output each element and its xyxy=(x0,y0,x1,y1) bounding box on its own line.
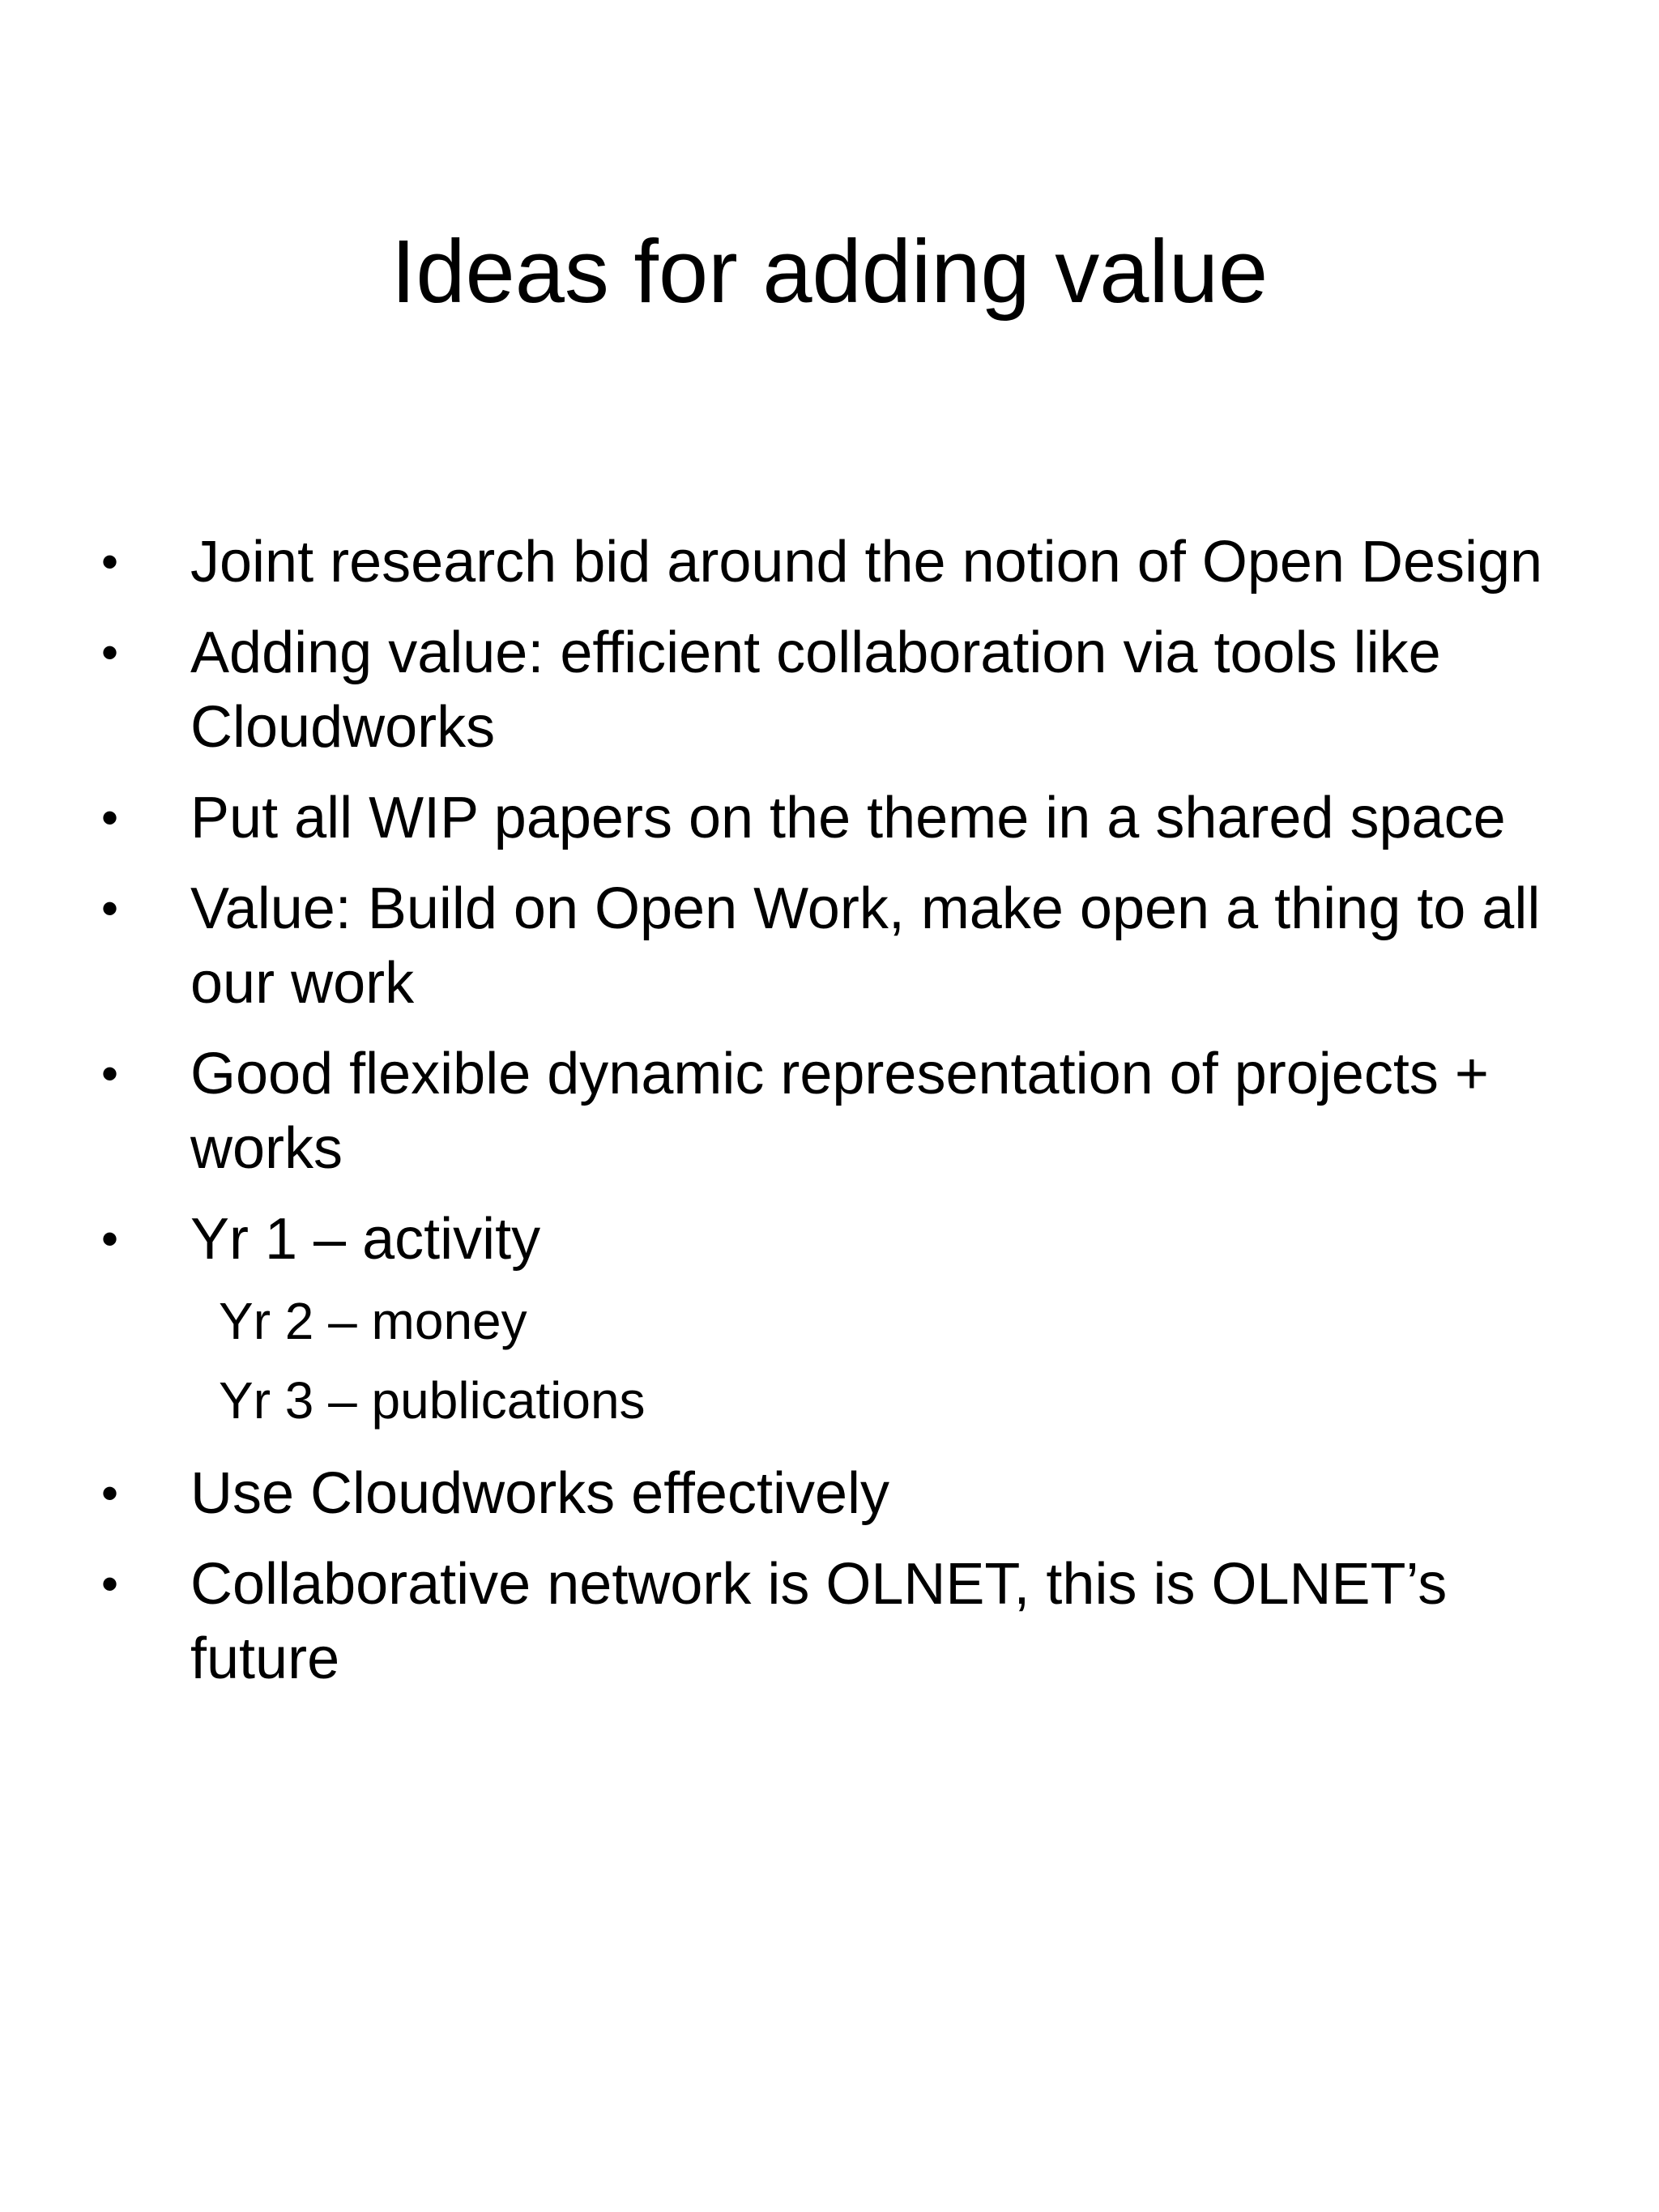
bullet-item xyxy=(101,1547,1608,1696)
bullet-list xyxy=(101,525,1608,1712)
bullet-text: Put all WIP papers on the theme in a shared space xyxy=(190,786,1506,850)
bullet-marker: • xyxy=(101,791,119,845)
bullet-marker: • xyxy=(101,1046,119,1101)
sub-line: Yr 3 – publications xyxy=(219,1371,646,1430)
bullet-marker: • xyxy=(101,1212,119,1266)
bullet-text: Joint research bid around the notion of Open Design xyxy=(190,530,1543,595)
bullet-item xyxy=(101,1202,1608,1440)
bullet-marker: • xyxy=(101,625,119,680)
bullet-text: Adding value: efficient collaboration via tools like Cloudworks xyxy=(190,620,1441,760)
slide-title: Ideas for adding value xyxy=(390,222,1269,322)
sub-line: Yr 2 – money xyxy=(219,1292,527,1350)
bullet-text: Yr 1 – activity xyxy=(190,1207,541,1272)
bullet-item xyxy=(101,525,1608,599)
bullet-item xyxy=(101,616,1608,765)
bullet-item xyxy=(101,1456,1608,1531)
bullet-item xyxy=(101,872,1608,1021)
bullet-text: Use Cloudworks effectively xyxy=(190,1461,890,1526)
bullet-text: Value: Build on Open Work, make open a thing to all our work xyxy=(190,876,1541,1016)
bullet-item xyxy=(101,1037,1608,1186)
bullet-text: Good flexible dynamic representation of projects + works xyxy=(190,1042,1489,1181)
bullet-marker: • xyxy=(101,1466,119,1520)
bullet-marker: • xyxy=(101,881,119,936)
bullet-item xyxy=(101,781,1608,855)
bullet-text: Collaborative network is OLNET, this is OLNET’s future xyxy=(190,1552,1448,1691)
sub-lines xyxy=(190,1281,1608,1440)
bullet-marker: • xyxy=(101,1557,119,1611)
bullet-marker: • xyxy=(101,535,119,589)
